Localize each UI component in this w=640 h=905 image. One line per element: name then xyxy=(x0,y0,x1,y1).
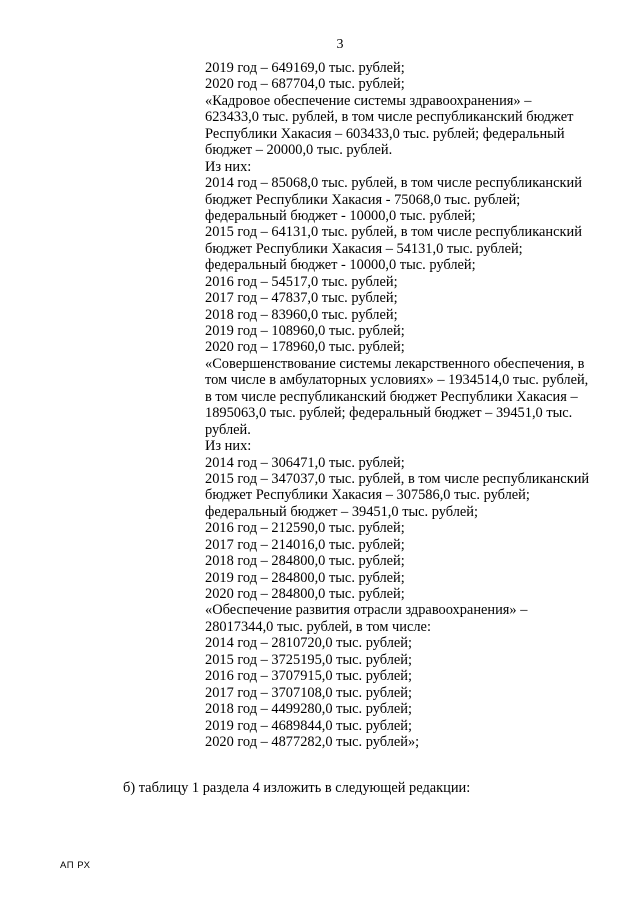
text-line: 2019 год – 284800,0 тыс. рублей; xyxy=(205,569,405,586)
text-line: 2018 год – 83960,0 тыс. рублей; xyxy=(205,306,398,323)
text-line: 1895063,0 тыс. рублей; федеральный бюджет – 39451,0 тыс. xyxy=(205,405,573,422)
text-line: Республики Хакасия – 603433,0 тыс. рублей; федеральный xyxy=(205,125,565,142)
text-line: 2018 год – 284800,0 тыс. рублей; xyxy=(205,553,405,570)
text-line: 2017 год – 3707108,0 тыс. рублей; xyxy=(205,684,412,701)
text-line: «Кадровое обеспечение системы здравоохранения» – xyxy=(205,92,532,109)
text-line: 2017 год – 47837,0 тыс. рублей; xyxy=(205,290,398,307)
text-line: бюджет – 20000,0 тыс. рублей. xyxy=(205,142,393,159)
text-line: «Совершенствование системы лекарственного обеспечения, в xyxy=(205,355,585,372)
text-line: Из них: xyxy=(205,438,252,455)
text-line: бюджет Республики Хакасия – 307586,0 тыс. рублей; xyxy=(205,487,530,504)
text-line: 2019 год – 4689844,0 тыс. рублей; xyxy=(205,717,412,734)
text-line: 2015 год – 347037,0 тыс. рублей, в том числе республиканский xyxy=(205,470,590,487)
text-line: 2018 год – 4499280,0 тыс. рублей; xyxy=(205,701,412,718)
text-line: 28017344,0 тыс. рублей, в том числе: xyxy=(205,618,431,635)
text-line: 2016 год – 3707915,0 тыс. рублей; xyxy=(205,668,412,685)
text-line: 623433,0 тыс. рублей, в том числе республиканский бюджет xyxy=(205,109,574,126)
text-line: бюджет Республики Хакасия – 54131,0 тыс. рублей; xyxy=(205,240,523,257)
text-line: федеральный бюджет - 10000,0 тыс. рублей; xyxy=(205,257,476,274)
text-line: федеральный бюджет - 10000,0 тыс. рублей; xyxy=(205,207,476,224)
text-line: «Обеспечение развития отрасли здравоохранения» – xyxy=(205,602,528,619)
text-line: Из них: xyxy=(205,158,252,175)
text-line: рублей. xyxy=(205,421,251,438)
text-line: 2014 год – 85068,0 тыс. рублей, в том числе республиканский xyxy=(205,175,582,192)
text-line: 2015 год – 3725195,0 тыс. рублей; xyxy=(205,651,412,668)
text-line: том числе в амбулаторных условиях» – 1934514,0 тыс. рублей, xyxy=(205,372,589,389)
text-line: федеральный бюджет – 39451,0 тыс. рублей; xyxy=(205,503,478,520)
footer-mark: АП РХ xyxy=(60,860,91,871)
text-line: 2020 год – 284800,0 тыс. рублей; xyxy=(205,586,405,602)
page-number: 3 xyxy=(336,37,344,52)
text-line: 2019 год – 108960,0 тыс. рублей; xyxy=(205,323,405,339)
text-line: 2014 год – 306471,0 тыс. рублей; xyxy=(205,454,405,471)
text-line: 2015 год – 64131,0 тыс. рублей, в том числе республиканский xyxy=(205,224,582,241)
amendment-paragraph: б) таблицу 1 раздела 4 изложить в следующей редакции: xyxy=(123,780,471,796)
document-body xyxy=(205,60,595,750)
text-line: 2016 год – 212590,0 тыс. рублей; xyxy=(205,520,405,537)
text-line: 2016 год – 54517,0 тыс. рублей; xyxy=(205,273,398,290)
text-line: бюджет Республики Хакасия - 75068,0 тыс. рублей; xyxy=(205,191,521,208)
text-line: 2019 год – 649169,0 тыс. рублей; xyxy=(205,60,405,76)
text-line: 2017 год – 214016,0 тыс. рублей; xyxy=(205,536,405,553)
text-line: 2020 год – 687704,0 тыс. рублей; xyxy=(205,76,405,93)
text-line: 2020 год – 4877282,0 тыс. рублей»; xyxy=(205,733,420,750)
text-line: 2014 год – 2810720,0 тыс. рублей; xyxy=(205,635,412,652)
text-line: в том числе республиканский бюджет Республики Хакасия – xyxy=(205,388,578,405)
text-line: 2020 год – 178960,0 тыс. рублей; xyxy=(205,339,405,356)
